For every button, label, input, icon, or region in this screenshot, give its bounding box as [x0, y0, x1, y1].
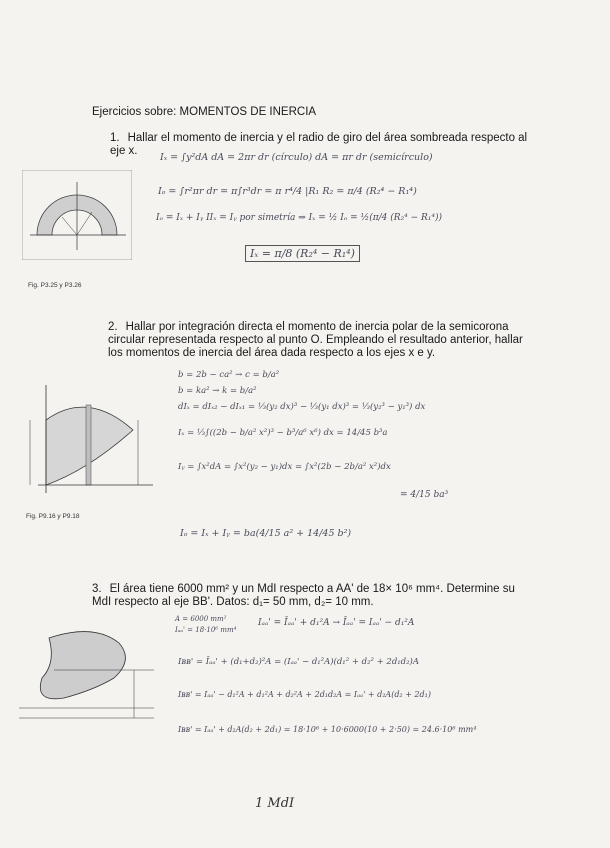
question-number: 2. — [108, 321, 118, 333]
handwritten-line: dIₓ = dIₓ₂ − dIₓ₁ = ⅓(y₂ dx)³ − ⅓(y₁ dx)³ = ⅓(y₂³ − y₁³) dx — [178, 402, 426, 412]
handwritten-line: b = ka² → k = b/a² — [178, 386, 257, 396]
question-number: 1. — [110, 132, 120, 144]
page-title: Ejercicios sobre: MOMENTOS DE INERCIA — [92, 106, 317, 118]
handwritten-line: Iₓ = ⅓∫((2b − b/a² x²)³ − b³/a⁶ x⁶) dx = 14/45 b³a — [178, 428, 388, 438]
handwritten-line: A = 6000 mm² — [175, 615, 227, 623]
figure-caption: Fig. P3.25 y P3.26 — [28, 282, 82, 289]
figure-parabolic-area — [18, 375, 163, 510]
handwritten-line: Iʙʙ' = Īₐₐ' + (d₁+d₂)²A = (Iₐₐ' − d₁²A)(d₁² + d₂² + 2d₁d₂)A — [178, 657, 419, 667]
handwritten-line: Iₓ = ∫y²dA dA = 2πr dr (círculo) dA = πr dr (semicírculo) — [160, 152, 433, 163]
question-2 — [108, 321, 538, 360]
handwritten-line: b = 2b − ca² → c = b/a² — [178, 370, 280, 380]
page-footer: 1 MdI — [255, 796, 295, 811]
handwritten-result: Iₒ = Iₓ + Iᵧ = ba(4/15 a² + 14/45 b²) — [180, 528, 352, 539]
handwritten-line: Iʙʙ' = Iₐₐ' − d₁²A + d₁²A + d₂²A + 2d₁d₂A = Iₐₐ' + d₂A(d₂ + 2d₁) — [178, 690, 431, 699]
handwritten-line: Iᵧ = ∫x²dA = ∫x²(y₂ − y₁)dx = ∫x²(2b − 2b/a² x²)dx — [178, 462, 391, 472]
handwritten-result: Iₓ = π/8 (R₂⁴ − R₁⁴) — [245, 245, 360, 262]
handwritten-line: = 4/15 ba³ — [400, 490, 449, 500]
handwritten-line: Iₒ = ∫r²πr dr = π∫r³dr = π r⁴/4 |R₁ R₂ = π/4 (R₂⁴ − R₁⁴) — [158, 186, 417, 197]
question-text: Hallar por integración directa el momento de inercia polar de la semicorona circular representada respecto al punto O. Empleando el resultado anterior, hallar los momentos de inercia del área dada respecto a los ejes x e y. — [108, 321, 523, 359]
figure-caption: Fig. P9.16 y P9.18 — [26, 513, 80, 520]
figure-semicircle — [22, 170, 132, 260]
handwritten-result: Iʙʙ' = Iₐₐ' + d₂A(d₂ + 2d₁) = 18·10⁶ + 10·6000(10 + 2·50) = 24.6·10⁶ mm⁴ — [178, 725, 477, 734]
question-text: El área tiene 6000 mm² y un MdI respecto a AA' de 18× 10⁶ mm⁴. Determine su MdI respecto al eje BB'. Datos: d₁= 50 mm, d₂= 10 mm. — [92, 583, 515, 608]
question-text: Hallar el momento de inercia y el radio de giro del área sombreada respecto al eje x. — [110, 132, 528, 157]
handwritten-line: Iₐₐ' = Īₐₐ' + d₁²A → Īₐₐ' = Iₐₐ' − d₁²A — [258, 618, 415, 628]
question-number: 3. — [92, 583, 102, 595]
handwritten-line: Iₐₐ' = 18·10⁶ mm⁴ — [175, 626, 237, 634]
handwritten-line: Iₒ = Iₓ + Iᵧ IIₓ = Iᵧ por simetría ⇒ Iₓ = ½ Iₒ = ½(π/4 (R₂⁴ − R₁⁴)) — [156, 213, 443, 223]
figure-irregular-area — [14, 618, 164, 723]
question-3 — [92, 583, 522, 609]
